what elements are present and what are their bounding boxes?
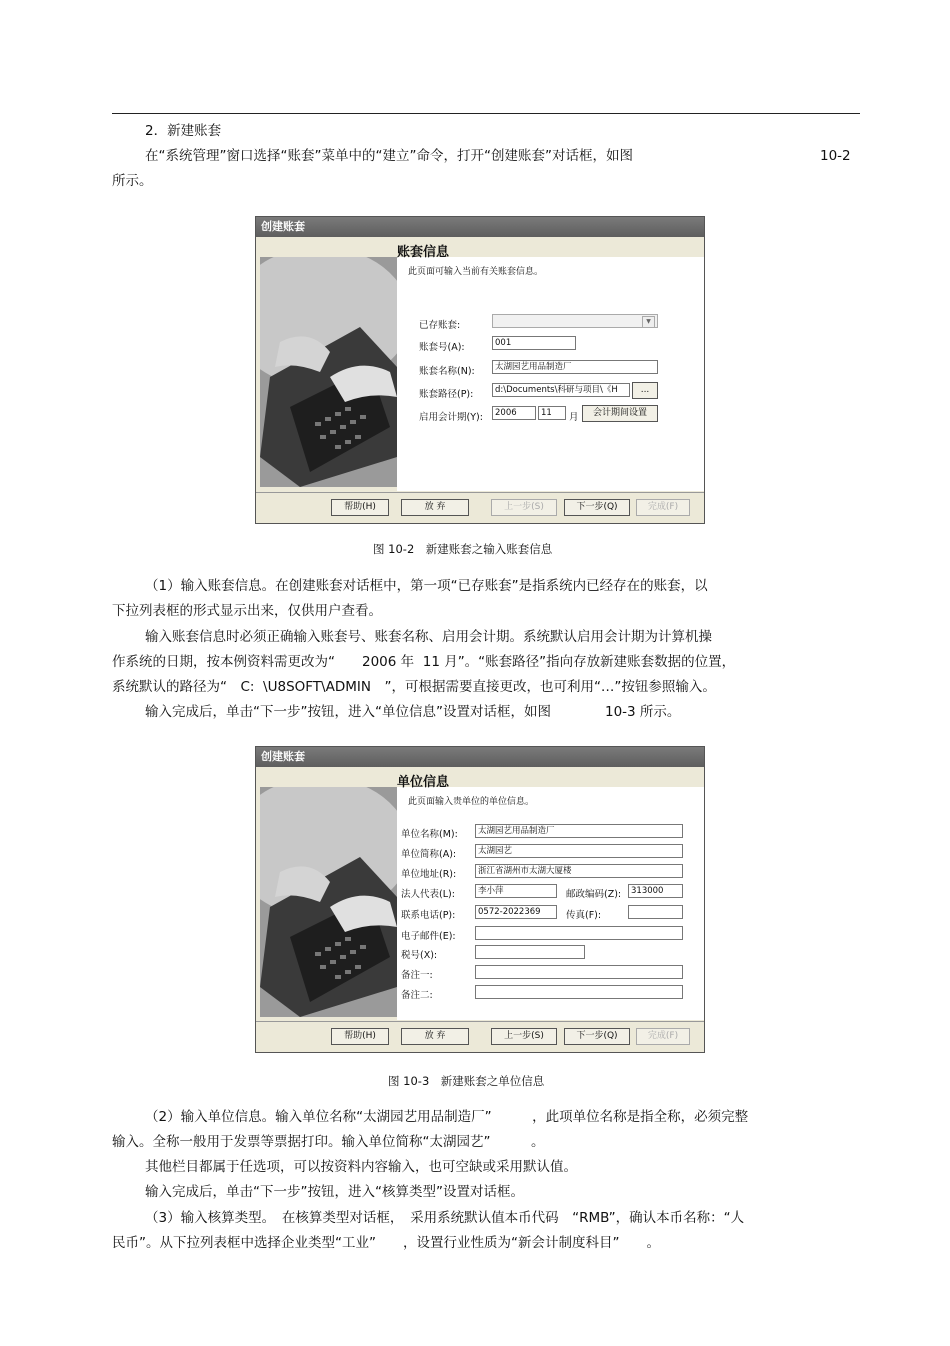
paragraph-line: 其他栏目都属于任选项，可以按资料内容输入，也可空缺或采用默认值。 <box>145 1159 577 1175</box>
dialog-subtitle: 此页面输入贵单位的单位信息。 <box>408 797 535 807</box>
tax-number-input[interactable] <box>475 945 585 959</box>
paragraph-line: 输入完成后，单击“下一步”按钮，进入“核算类型”设置对话框。 <box>145 1184 524 1200</box>
cancel-button[interactable]: 放 弃 <box>401 499 469 516</box>
next-button[interactable]: 下一步(Q) <box>564 1028 630 1045</box>
finish-button[interactable]: 完成(F) <box>636 1028 690 1045</box>
note2-label: 备注二: <box>401 990 433 1001</box>
legal-rep-label: 法人代表(L): <box>401 889 455 900</box>
paragraph-line: 输入账套信息时必须正确输入账套号、账套名称、启用会计期。系统默认启用会计期为计算机操 <box>145 629 712 645</box>
account-number-input[interactable]: 001 <box>492 336 576 350</box>
phone-input[interactable]: 0572-2022369 <box>475 905 557 919</box>
dialog-heading: 单位信息 <box>397 775 450 790</box>
start-year-input[interactable]: 2006 <box>492 406 536 420</box>
paragraph-line: 所示。 <box>112 173 153 189</box>
paragraph-line: （3）输入核算类型。 在核算类型对话框， 采用系统默认值本币代码 “RMB”，确认本币名称：“人 <box>145 1210 745 1226</box>
paragraph-line: （1）输入账套信息。在创建账套对话框中，第一项“已存账套”是指系统内已经存在的账套，以 <box>145 578 708 594</box>
legal-rep-input[interactable]: 李小萍 <box>475 884 557 898</box>
header-rule <box>112 113 860 114</box>
existing-account-select[interactable] <box>492 314 658 328</box>
unit-name-input[interactable]: 太湖园艺用品制造厂 <box>475 824 683 838</box>
phone-label: 联系电话(P): <box>401 910 456 921</box>
help-button[interactable]: 帮助(H) <box>331 1028 389 1045</box>
unit-name-label: 单位名称(M): <box>401 829 458 840</box>
next-button[interactable]: 下一步(Q) <box>564 499 630 516</box>
decorative-photo <box>260 787 397 1017</box>
paragraph-line: 输入。全称一般用于发票等票据打印。输入单位简称“太湖园艺” 。 <box>112 1134 545 1150</box>
account-path-label: 账套路径(P): <box>419 389 474 400</box>
figure-reference: 10-2 <box>820 148 851 164</box>
account-number-label: 账套号(A): <box>419 342 465 353</box>
tax-number-label: 税号(X): <box>401 950 438 961</box>
start-period-label: 启用会计期(Y): <box>419 412 483 423</box>
dialog-button-bar <box>256 1021 704 1052</box>
fax-input[interactable] <box>628 905 683 919</box>
paragraph-line: 民币”。从下拉列表框中选择企业类型“工业” ，设置行业性质为“新会计制度科目” 。 <box>112 1235 660 1251</box>
paragraph-line: 下拉列表框的形式显示出来，仅供用户查看。 <box>112 603 382 619</box>
dialog-button-bar <box>256 492 704 523</box>
account-path-input[interactable]: d:\Documents\科研与项目\《H <box>492 383 630 397</box>
address-input[interactable]: 浙江省湖州市太湖大厦楼 <box>475 864 683 878</box>
period-settings-button[interactable]: 会计期间设置 <box>582 405 658 422</box>
paragraph-line: 输入完成后，单击“下一步”按钮，进入“单位信息”设置对话框，如图 10-3 所示。 <box>145 704 681 720</box>
create-account-dialog <box>255 216 705 524</box>
existing-account-label: 已存账套: <box>419 320 461 331</box>
fax-label: 传真(F): <box>566 910 602 921</box>
dialog-title-bar: 创建账套 <box>256 747 704 767</box>
paragraph-line: 系统默认的路径为“ C: \U8SOFT\ADMIN ”，可根据需要直接更改，也可利用“…”按钮参照输入。 <box>112 679 716 695</box>
month-unit-label: 月 <box>569 412 579 423</box>
prev-button[interactable]: 上一步(S) <box>491 499 557 516</box>
short-name-input[interactable]: 太湖园艺 <box>475 844 683 858</box>
account-name-input[interactable]: 太湖园艺用品制造厂 <box>492 360 658 374</box>
short-name-label: 单位简称(A): <box>401 849 457 860</box>
help-button[interactable]: 帮助(H) <box>331 499 389 516</box>
dialog-subtitle: 此页面可输入当前有关账套信息。 <box>408 267 544 277</box>
note2-input[interactable] <box>475 985 683 999</box>
paragraph-line: 作系统的日期，按本例资料需更改为“ 2006 年 11 月”。“账套路径”指向存放新建账套数据的位置， <box>112 654 736 670</box>
unit-info-dialog <box>255 746 705 1053</box>
account-name-label: 账套名称(N): <box>419 366 475 377</box>
postcode-input[interactable]: 313000 <box>628 884 683 898</box>
email-input[interactable] <box>475 926 683 940</box>
paragraph-line: （2）输入单位信息。输入单位名称“太湖园艺用品制造厂” ，此项单位名称是指全称，必须完整 <box>145 1109 749 1125</box>
paragraph-line: 在“系统管理”窗口选择“账套”菜单中的“建立”命令，打开“创建账套”对话框，如图 <box>145 148 633 164</box>
postcode-label: 邮政编码(Z): <box>566 889 622 900</box>
browse-button[interactable]: ... <box>632 382 658 399</box>
email-label: 电子邮件(E): <box>401 931 456 942</box>
section-title: 2．新建账套 <box>145 123 222 139</box>
figure-caption: 图 10-3 新建账套之单位信息 <box>388 1074 545 1088</box>
finish-button[interactable]: 完成(F) <box>636 499 690 516</box>
cancel-button[interactable]: 放 弃 <box>401 1028 469 1045</box>
note1-label: 备注一: <box>401 970 433 981</box>
figure-caption: 图 10-2 新建账套之输入账套信息 <box>373 542 553 556</box>
start-month-input[interactable]: 11 <box>538 406 566 420</box>
dialog-heading: 账套信息 <box>397 245 450 260</box>
dialog-title-bar: 创建账套 <box>256 217 704 237</box>
decorative-photo <box>260 257 397 487</box>
prev-button[interactable]: 上一步(S) <box>491 1028 557 1045</box>
chevron-down-icon[interactable]: ▼ <box>642 316 655 328</box>
address-label: 单位地址(R): <box>401 869 457 880</box>
note1-input[interactable] <box>475 965 683 979</box>
